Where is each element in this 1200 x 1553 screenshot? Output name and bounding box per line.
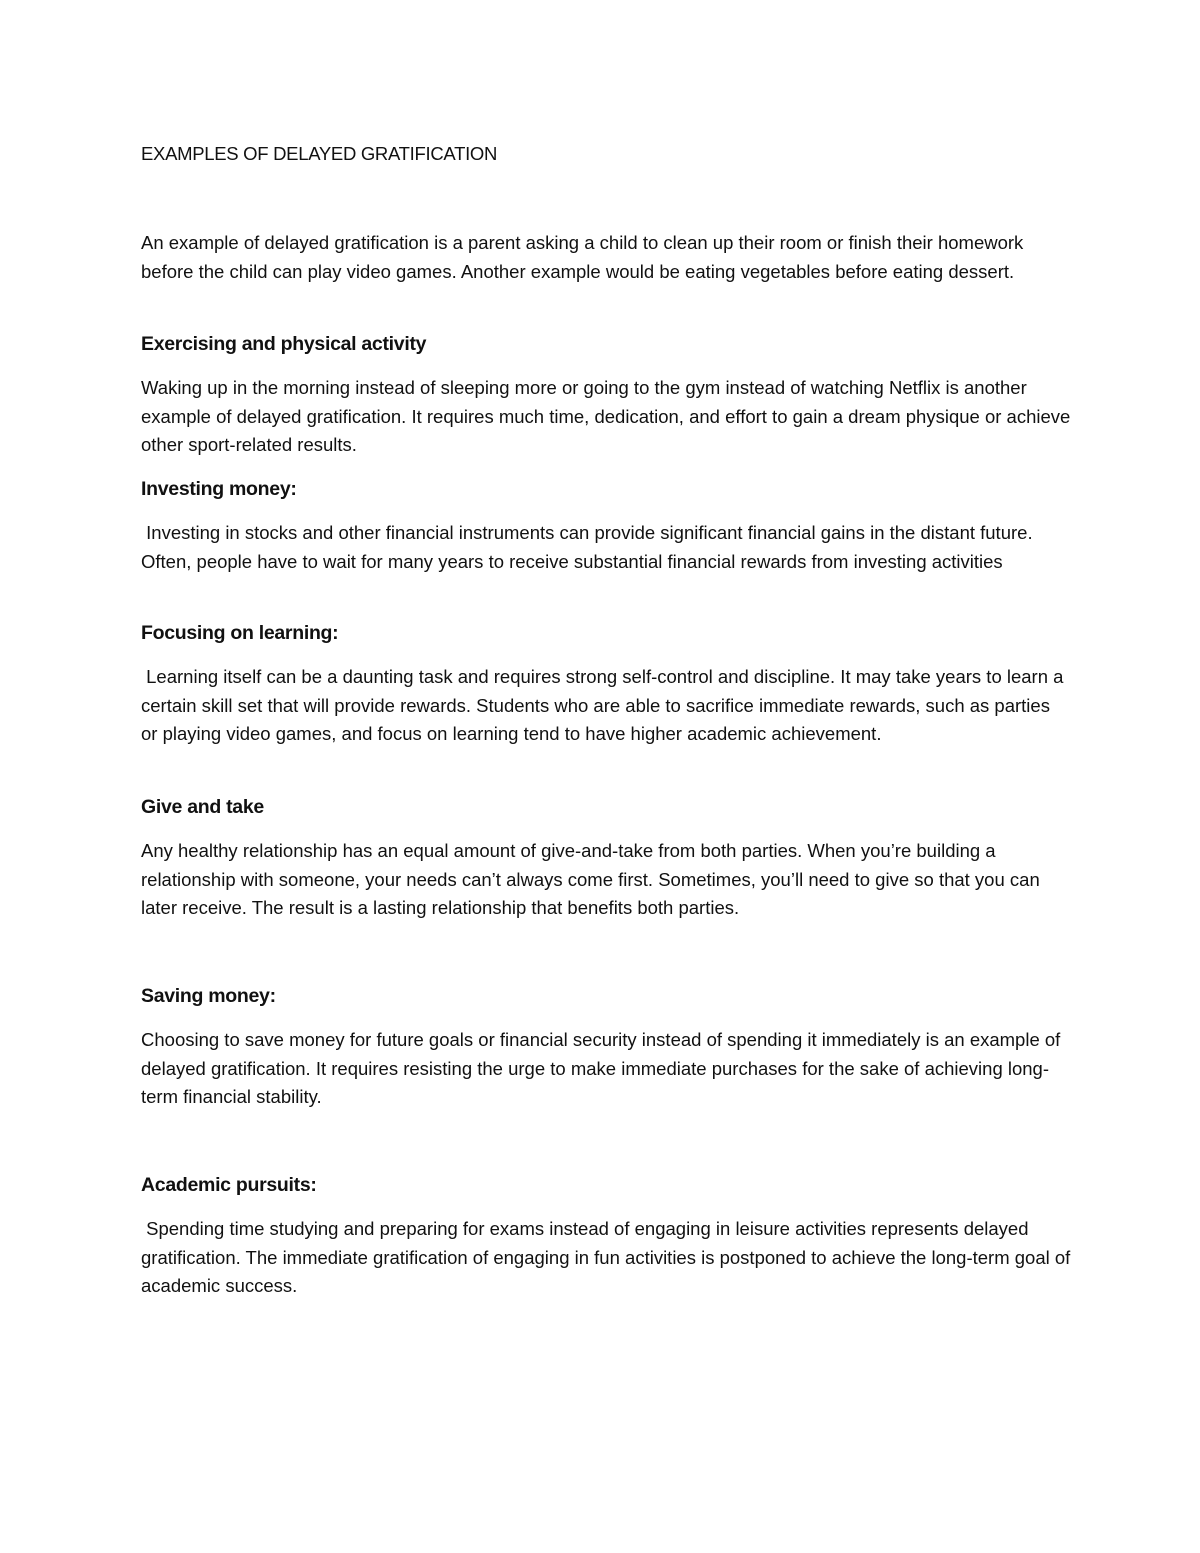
- section-exercising: [141, 331, 1071, 460]
- section-focusing-on-learning: [141, 620, 1071, 749]
- document-title: EXAMPLES OF DELAYED GRATIFICATION: [141, 143, 498, 164]
- section-saving-money: [141, 983, 1071, 1112]
- section-heading: Investing money:: [141, 478, 297, 500]
- section-body: Choosing to save money for future goals or financial security instead of spending it immediately is an example of delayed gratification. It requires resisting the urge to make immediate purchases for the sake of achieving long-term financial stability.: [141, 1029, 1061, 1108]
- intro-paragraph: An example of delayed gratification is a parent asking a child to clean up their room or finish their homework before the child can play video games. Another example would be eating vegetables before eating dessert.: [141, 232, 1024, 282]
- section-body: Investing in stocks and other financial instruments can provide significant financial gains in the distant future. Often, people have to wait for many years to receive substantial financial rewards from investing activities: [141, 522, 1038, 572]
- section-heading: Exercising and physical activity: [141, 333, 427, 355]
- section-body: Waking up in the morning instead of sleeping more or going to the gym instead of watching Netflix is another example of delayed gratification. It requires much time, dedication, and effort to gain a dream physique or achieve other sport-related results.: [141, 377, 1071, 456]
- section-heading: Give and take: [141, 796, 264, 818]
- section-academic-pursuits: [141, 1172, 1076, 1301]
- section-body: Any healthy relationship has an equal amount of give-and-take from both parties. When you’re building a relationship with someone, your needs can’t always come first. Sometimes, you’ll need to give so that you can later receive. The result is a lasting relationship that benefits both parties.: [141, 840, 1040, 919]
- section-body: Spending time studying and preparing for exams instead of engaging in leisure activities represents delayed gratification. The immediate gratification of engaging in fun activities is postponed to achieve the long-term goal of academic success.: [141, 1218, 1076, 1297]
- section-heading: Academic pursuits:: [141, 1174, 317, 1196]
- section-heading: Focusing on learning:: [141, 622, 339, 644]
- section-give-and-take: [141, 794, 1071, 923]
- section-body: Learning itself can be a daunting task and requires strong self-control and discipline. It may take years to learn a certain skill set that will provide rewards. Students who are able to sacrifice immediate rewards, such as parties or playing video games, and focus on learning tend to have higher academic achievement.: [141, 666, 1069, 745]
- section-heading: Saving money:: [141, 985, 276, 1007]
- section-investing-money: [141, 476, 1071, 576]
